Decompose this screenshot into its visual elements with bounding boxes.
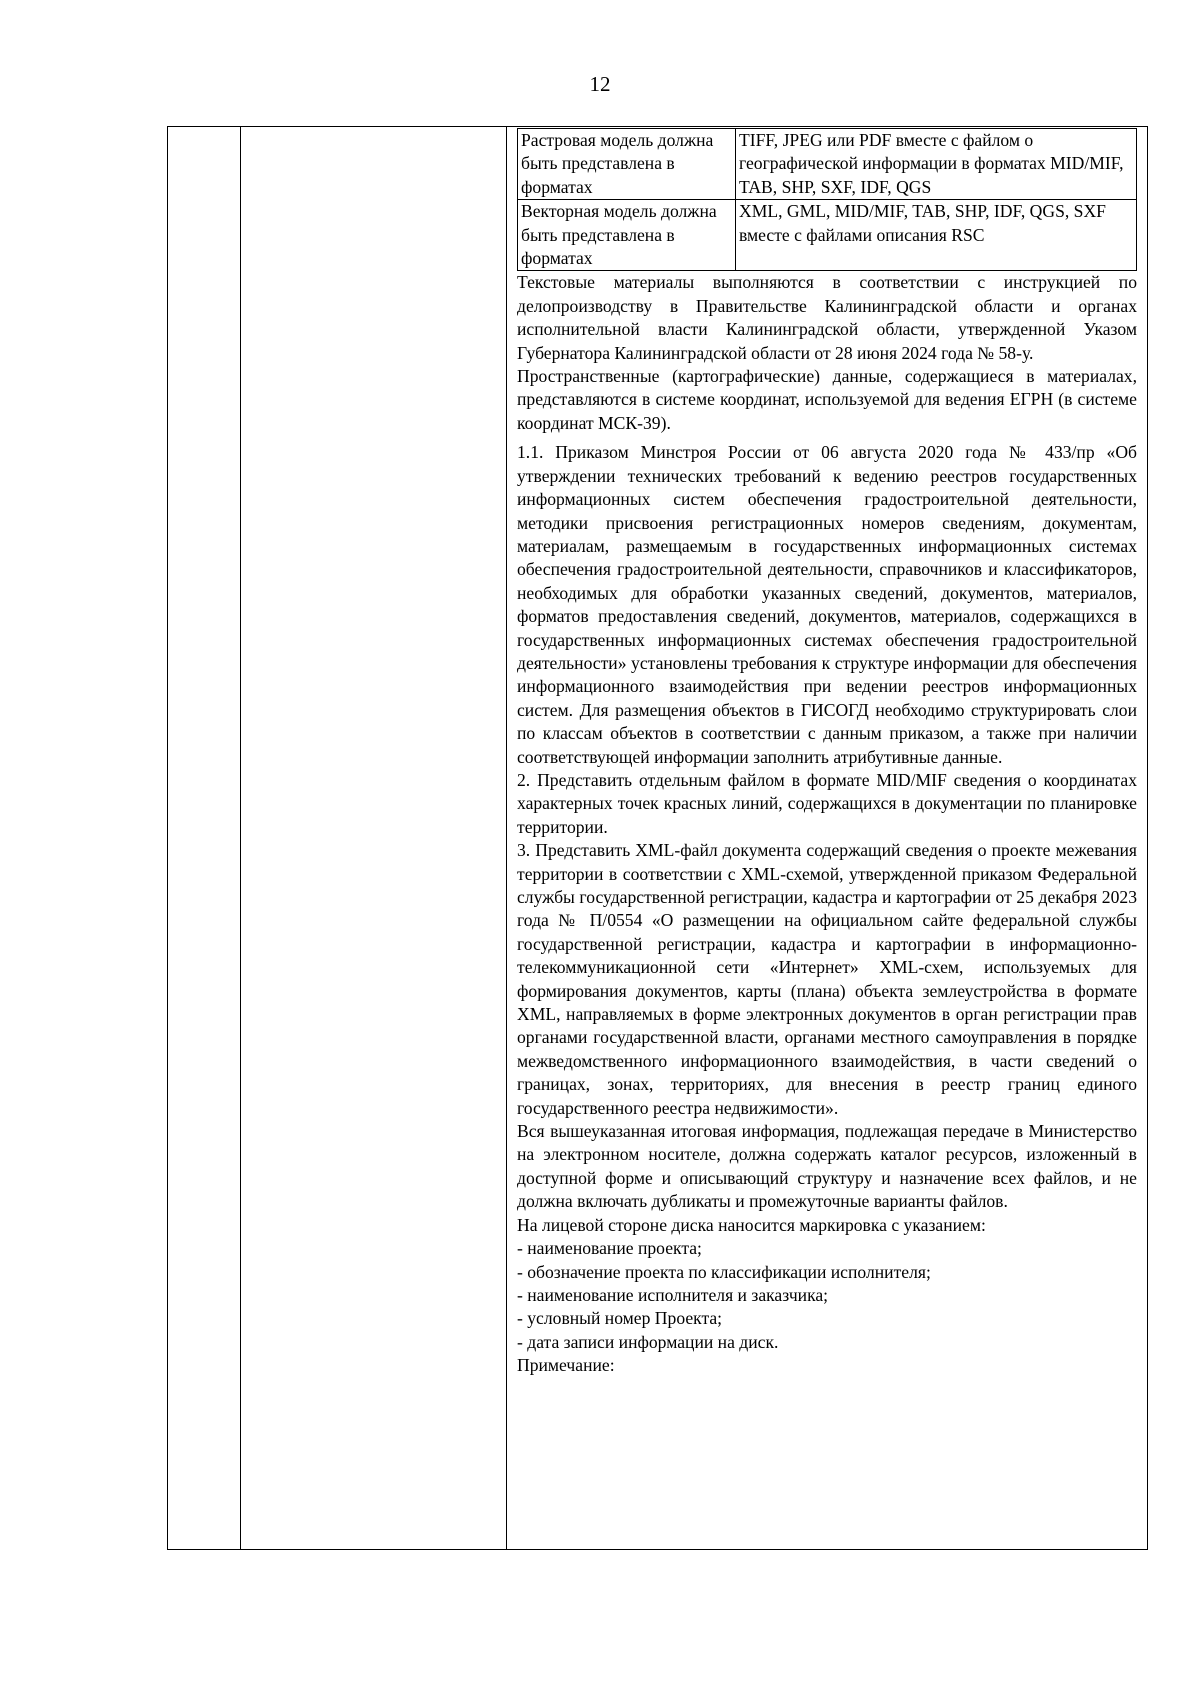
all-info-paragraph: Вся вышеуказанная итоговая информация, подлежащая передаче в Министерство на электронном носителе, должна содержать каталог ресурсов, изложенный в доступной форме и описывающий структуру и назначение всех файлов, и не должна включать дубликаты и промежуточные варианты файлов. (517, 1121, 1137, 1212)
item-3-paragraph: 3. Представить XML-файл документа содержащий сведения о проекте межевания территории в соответствии с XML-схемой, утвержденной приказом Федеральной службы государственной регистрации, кадастра и картографии от 25 декабря 2023 года № П/0554 «О размещении на официальном сайте федеральной службы государственной регистрации, кадастра и картографии в информационно-телекоммуникационной сети «Интернет» XML-схем, используемых для формирования документов, карты (плана) объекта землеустройства в формате XML, направляемых в форме электронных документов в орган регистрации прав органами государственной власти, органами местного самоуправления в порядке межведомственного информационного взаимодействия, в части сведений о границах, зонах, территориях, для внесения в реестр границ единого государственного реестра недвижимости». (517, 840, 1137, 1118)
item-1-1-paragraph: 1.1. Приказом Минстроя России от 06 августа 2020 года № 433/пр «Об утверждении технических требований к ведению реестров государственных информационных систем обеспечения градостроительной деятельности, методики присвоения регистрационных номеров сведениям, документам, материалам, размещаемым в государственных информационных системах обеспечения градостроительной деятельности, справочников и классификаторов, необходимых для обработки указанных сведений, документов, материалов, форматов предоставления сведений, документов, материалов, содержащихся в государственных информационных системах обеспечения градостроительной деятельности» установлены требования к структуре информации для обеспечения информационного взаимодействия при ведении реестров информационных систем. Для размещения объектов в ГИСОГД необходимо структурировать слои по классам объектов в соответствии с данным приказом, а также при наличии соответствующей информации заполнить атрибутивные данные. (517, 442, 1137, 767)
marking-list-item: - наименование проекта; (517, 1238, 702, 1259)
formats-row-raster (518, 129, 1137, 200)
column-divider-1 (240, 127, 241, 1549)
formats-value-raster: TIFF, JPEG или PDF вместе с файлом о географической информации в форматах MID/MIF, TAB, SHP, SXF, IDF, QGS (736, 129, 1137, 200)
marking-list-item: - дата записи информации на диск. (517, 1331, 779, 1352)
marking-list-item: - условный номер Проекта; (517, 1308, 723, 1329)
text-materials-paragraph: Текстовые материалы выполняются в соответствии с инструкцией по делопроизводству в Правительстве Калининградской области и органах исполнительной власти Калининградской области, утвержденной Указом Губернатора Калининградской области от 28 июня 2024 года № 58-у. (517, 272, 1137, 363)
formats-value-vector: XML, GML, MID/MIF, TAB, SHP, IDF, QGS, SXF вместе с файлами описания RSC (736, 200, 1137, 271)
marking-list-item: - наименование исполнителя и заказчика; (517, 1284, 829, 1305)
formats-table (517, 128, 1137, 271)
spatial-data-paragraph: Пространственные (картографические) данные, содержащиеся в материалах, представляются в системе координат, используемой для ведения ЕГРН (в системе координат МСК-39). (517, 366, 1137, 433)
disk-marking-paragraph: На лицевой стороне диска наносится маркировка с указанием: (517, 1214, 986, 1235)
formats-row-vector (518, 200, 1137, 271)
item-2-paragraph: 2. Представить отдельным файлом в формате MID/MIF сведения о координатах характерных точек красных линий, содержащихся в документации по планировке территории. (517, 769, 1137, 837)
page-number: 12 (589, 72, 611, 96)
note-label: Примечание: (517, 1355, 615, 1376)
formats-label-vector: Векторная модель должна быть представлена в форматах (518, 200, 736, 271)
column-divider-2 (506, 127, 507, 1549)
requirements-cell (517, 128, 1137, 1378)
marking-list-item: - обозначение проекта по классификации исполнителя; (517, 1261, 931, 1282)
requirements-table (167, 126, 1148, 1550)
formats-label-raster: Растровая модель должна быть представлена в форматах (518, 129, 736, 200)
